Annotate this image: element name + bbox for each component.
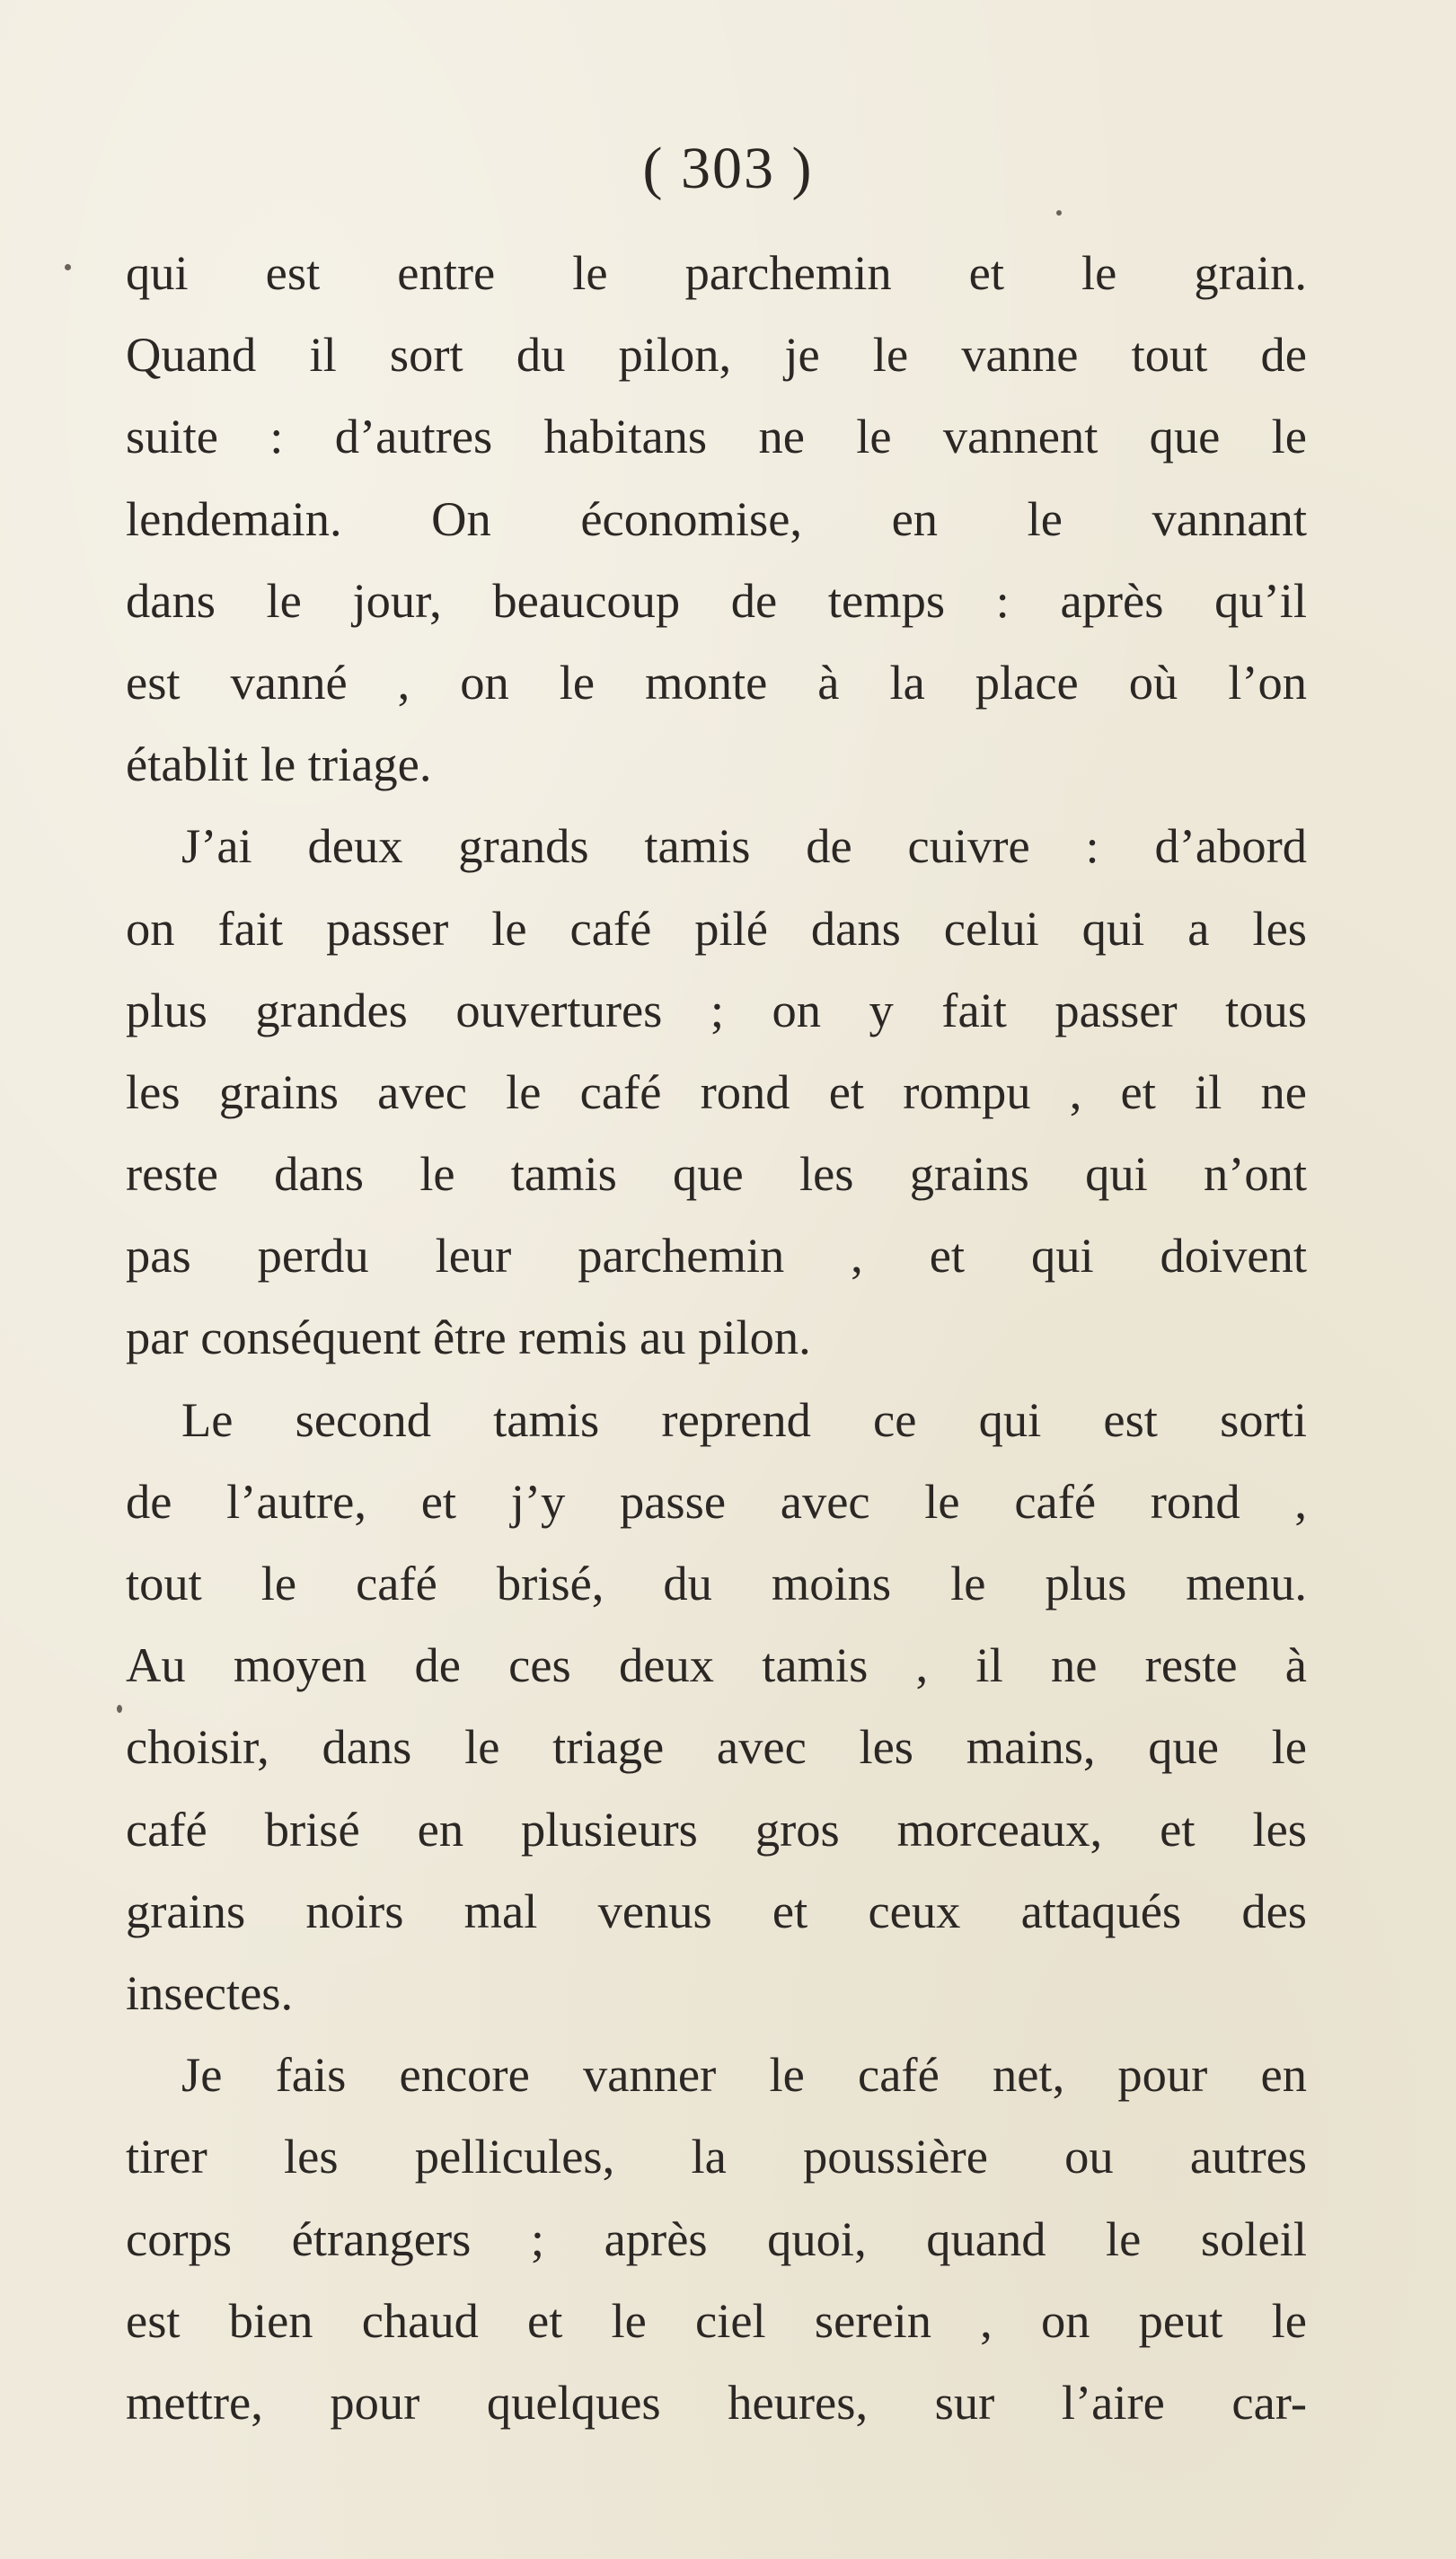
text-line: est bien chaud et le ciel serein , on peut le [126, 2292, 1307, 2348]
text-line: établit le triage. [126, 737, 432, 792]
text-line: lendemain. On économise, en le vannant [126, 490, 1307, 546]
text-line: par conséquent être remis au pilon. [126, 1310, 811, 1365]
text-line: est vanné , on le monte à la place où l’on [126, 654, 1307, 710]
text-line: tirer les pellicules, la poussière ou autres [126, 2129, 1307, 2184]
ink-speck [1056, 210, 1062, 216]
text-line: plus grandes ouvertures ; on y fait passer tous [126, 982, 1307, 1037]
text-line: suite : d’autres habitans ne le vannent que le [126, 409, 1307, 464]
text-line: J’ai deux grands tamis de cuivre : d’abord [181, 818, 1307, 874]
text-line: Je fais encore vanner le café net, pour en [181, 2047, 1307, 2103]
text-line: les grains avec le café rond et rompu , et il ne [126, 1063, 1307, 1119]
text-line: qui est entre le parchemin et le grain. [126, 245, 1307, 300]
ink-speck [65, 264, 71, 270]
text-line: insectes. [126, 1964, 294, 2020]
text-line: pas perdu leur parchemin , et qui doivent [126, 1228, 1307, 1284]
text-line: on fait passer le café pilé dans celui qui a les [126, 900, 1307, 956]
text-line: Au moyen de ces deux tamis , il ne reste à [126, 1637, 1307, 1693]
text-line: café brisé en plusieurs gros morceaux, et les [126, 1801, 1307, 1857]
body-text [126, 232, 1307, 2443]
text-line: tout le café brisé, du moins le plus menu. [126, 1556, 1307, 1610]
text-line: mettre, pour quelques heures, sur l’aire car- [126, 2374, 1307, 2430]
text-line: dans le jour, beaucoup de temps : après qu’il [126, 572, 1307, 628]
ink-speck [117, 1705, 122, 1713]
page-number: ( 303 ) [642, 136, 814, 201]
text-line: de l’autre, et j’y passe avec le café rond , [126, 1473, 1307, 1529]
text-line: grains noirs mal venus et ceux attaqués des [126, 1883, 1307, 1938]
text-line: corps étrangers ; après quoi, quand le soleil [126, 2210, 1307, 2266]
text-line: Le second tamis reprend ce qui est sorti [181, 1391, 1307, 1447]
text-line: choisir, dans le triage avec les mains, que le [126, 1719, 1307, 1775]
text-line: reste dans le tamis que les grains qui n’ont [126, 1146, 1307, 1202]
text-line: Quand il sort du pilon, je le vanne tout de [126, 327, 1307, 383]
